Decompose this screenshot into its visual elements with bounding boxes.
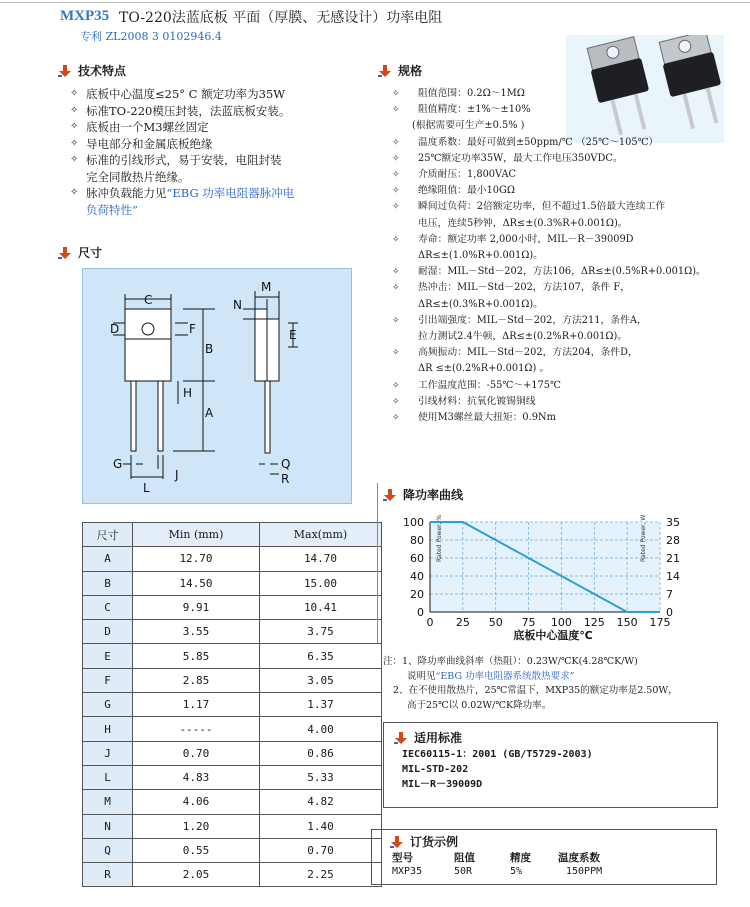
- table-row: [83, 571, 382, 595]
- dimension-code: Q: [83, 838, 133, 862]
- min-value: -----: [133, 717, 260, 741]
- thermal-link[interactable]: “EBG 功率电阻器系统散热要求”: [435, 670, 575, 682]
- min-value: 3.55: [133, 620, 260, 644]
- dimension-code: C: [83, 595, 133, 619]
- y2-tick-label: 0: [666, 606, 673, 619]
- ordering-col-header: 型号: [392, 852, 413, 864]
- column-header: Min (mm): [133, 523, 260, 547]
- dimension-code: L: [83, 765, 133, 789]
- min-value: 2.05: [133, 863, 260, 887]
- max-value: 14.70: [260, 547, 382, 571]
- dimension-drawing: [83, 269, 353, 505]
- y2-tick-label: 14: [666, 570, 680, 583]
- max-value: 3.05: [260, 668, 382, 692]
- max-value: 15.00: [260, 571, 382, 595]
- x-axis-label: 底板中心温度℃: [513, 629, 593, 642]
- dimension-code: J: [83, 741, 133, 765]
- y2-tick-label: 7: [666, 588, 673, 601]
- min-value: 5.85: [133, 644, 260, 668]
- dim-label: D: [110, 322, 120, 336]
- spec-line: ✧ 寿命：额定功率 2,000小时，MIL－R－39009D: [392, 232, 742, 248]
- features-heading: [58, 62, 126, 79]
- list-item: MIL-STD-202: [402, 764, 469, 775]
- ordering-value: 50R: [454, 866, 473, 877]
- list-item: IEC60115-1：2001 (GB/T5729-2003): [402, 749, 593, 760]
- dim-label: M: [261, 280, 272, 294]
- down-arrow-icon: [383, 489, 397, 501]
- note-line: 说明见“EBG 功率电阻器系统散热要求”: [407, 670, 575, 682]
- y-tick-label: 40: [410, 570, 424, 583]
- down-arrow-icon: [58, 247, 72, 259]
- specs-heading: [378, 62, 422, 79]
- spec-line: 拉力测试2.4牛顿，ΔR≤±(0.2%R+0.001Ω)。: [418, 331, 628, 343]
- y-tick-label: 0: [417, 606, 424, 619]
- standards-box: [383, 722, 718, 808]
- max-value: 5.33: [260, 765, 382, 789]
- spec-line: ΔR ≤±(0.2%R+0.001Ω) 。: [418, 363, 550, 375]
- dimensions-heading-text: 尺寸: [78, 246, 103, 260]
- y-tick-label: 20: [410, 588, 424, 601]
- page-title: TO-220法蓝底板 平面（厚膜、无感设计）功率电阻: [119, 10, 443, 26]
- table-row: [83, 790, 382, 814]
- x-tick-label: 0: [426, 616, 434, 629]
- down-arrow-icon: [394, 732, 408, 744]
- spec-line: ✧ 阻值精度：±1%～±10%: [392, 102, 742, 118]
- specs-list: [392, 86, 742, 426]
- y2-tick-label: 28: [666, 534, 680, 547]
- spec-line: ✧ 引出端强度：MIL－Std－202，方法211，条件A，: [392, 313, 742, 329]
- spec-line: ✧ 工作温度范围：-55℃～+175℃: [392, 378, 742, 394]
- column-header: Max(mm): [260, 523, 382, 547]
- table-row: [83, 863, 382, 887]
- ordering-values: [392, 866, 602, 877]
- note-line: 高于25℃以 0.02W/℃K降功率。: [407, 699, 552, 711]
- max-value: 1.37: [260, 693, 382, 717]
- spec-line: ✧ 介质耐压：1,800VAC: [392, 167, 742, 183]
- spec-line: ✧ 瞬间过负荷：2倍额定功率，但不超过1.5倍最大连续工作: [392, 199, 742, 215]
- x-tick-label: 25: [455, 616, 470, 629]
- spec-line: ΔR≤±(0.3%R+0.001Ω)。: [418, 298, 543, 310]
- ordering-box: [371, 829, 717, 885]
- y-tick-label: 100: [403, 516, 424, 529]
- x-tick-label: 150: [616, 616, 638, 629]
- dim-label: E: [289, 328, 297, 342]
- min-value: 0.70: [133, 741, 260, 765]
- ordering-col-header: 阻值: [454, 852, 475, 864]
- derating-chart: [383, 510, 703, 642]
- derating-heading: [383, 486, 463, 503]
- dim-label: B: [205, 342, 214, 356]
- dimension-code: N: [83, 814, 133, 838]
- y2-axis-label: Rated Power, W: [640, 514, 647, 562]
- derating-heading-text: 降功率曲线: [403, 488, 464, 502]
- dimension-code: A: [83, 547, 133, 571]
- x-tick-label: 50: [488, 616, 503, 629]
- y-tick-label: 80: [410, 534, 424, 547]
- ordering-value: MXP35: [392, 866, 423, 877]
- model-name: MXP35: [60, 8, 110, 24]
- spec-line: ✧ 热冲击：MIL－Std－202，方法107，条件 F，: [392, 280, 742, 296]
- dimension-code: R: [83, 863, 133, 887]
- dimension-code: F: [83, 668, 133, 692]
- table-row: [83, 693, 382, 717]
- min-value: 2.85: [133, 668, 260, 692]
- table-header-row: [83, 523, 382, 547]
- spec-line: 电压，连续5秒钟，ΔR≤±(0.3%R+0.001Ω)。: [418, 217, 628, 229]
- table-row: [83, 765, 382, 789]
- dim-label: N: [233, 298, 242, 312]
- note-line: 注：1、降功率曲线斜率（热阻）：0.23W/℃K(4.28℃K/W): [383, 656, 638, 667]
- min-value: 1.20: [133, 814, 260, 838]
- dim-label: L: [143, 481, 150, 495]
- dim-label: F: [189, 322, 196, 336]
- max-value: 0.70: [260, 838, 382, 862]
- down-arrow-icon: [378, 65, 392, 77]
- spec-line: ✧ 温度系数：最好可做到±50ppm/℃ （25℃～105℃）: [392, 135, 742, 151]
- list-item: ✧ 标准的引线形式，易于安装，电阻封装: [70, 152, 360, 169]
- features-list: [70, 86, 360, 218]
- list-item-cont: 负荷特性”: [86, 202, 138, 217]
- specs-heading-text: 规格: [398, 64, 423, 78]
- list-item: ✧ 底板由一个M3螺丝固定: [70, 119, 360, 136]
- ordering-heading: [390, 833, 458, 850]
- patent-number: 专利 ZL2008 3 0102946.4: [80, 30, 222, 43]
- list-item-cont: 完全同散热片绝缘。: [86, 169, 190, 184]
- min-value: 1.17: [133, 693, 260, 717]
- x-tick-label: 175: [649, 616, 671, 629]
- spec-line: ✧ 使用M3螺丝最大扭矩：0.9Nm: [392, 410, 742, 426]
- top-rule: [0, 2, 750, 3]
- spec-line: (根据需要可生产±0.5% ): [412, 120, 525, 132]
- max-value: 4.00: [260, 717, 382, 741]
- table-row: [83, 547, 382, 571]
- features-heading-text: 技术特点: [78, 64, 127, 78]
- dim-label: R: [281, 472, 290, 486]
- table-row: [83, 620, 382, 644]
- ordering-heading-text: 订货示例: [410, 835, 459, 849]
- spec-line: ΔR≤±(1.0%R+0.001Ω)。: [418, 250, 543, 262]
- down-arrow-icon: [390, 836, 404, 848]
- dimension-code: M: [83, 790, 133, 814]
- column-header: 尺寸: [83, 523, 133, 547]
- list-item: ✧ 导电部分和金属底板绝缘: [70, 136, 360, 153]
- spec-line: ✧ 高频振动：MIL－Std－202，方法204，条件D，: [392, 345, 742, 361]
- x-tick-label: 75: [521, 616, 536, 629]
- dimension-code: E: [83, 644, 133, 668]
- dim-label: J: [175, 468, 179, 482]
- table-row: [83, 595, 382, 619]
- list-item: ✧ 底板中心温度≤25° C 额定功率为35W: [70, 86, 360, 103]
- max-value: 10.41: [260, 595, 382, 619]
- max-value: 3.75: [260, 620, 382, 644]
- standards-heading-text: 适用标准: [414, 731, 463, 745]
- max-value: 1.40: [260, 814, 382, 838]
- ordering-col-header: 精度: [510, 852, 531, 864]
- spec-line: ✧ 25℃额定功率35W，最大工作电压350VDC。: [392, 151, 742, 167]
- spec-line: ✧ 阻值范围：0.2Ω～1MΩ: [392, 86, 742, 102]
- ordering-headers: [392, 850, 600, 865]
- list-item: ✧ 标准TO-220模压封装，法蓝底板安装。: [70, 103, 360, 120]
- min-value: 0.55: [133, 838, 260, 862]
- table-row: [83, 668, 382, 692]
- table-row: [83, 741, 382, 765]
- dim-label: A: [205, 406, 214, 420]
- table-row: [83, 644, 382, 668]
- max-value: 6.35: [260, 644, 382, 668]
- dimension-code: B: [83, 571, 133, 595]
- y-axis-label: Rated Power, %: [436, 514, 443, 562]
- dimension-diagram: [82, 268, 352, 504]
- table-row: [83, 814, 382, 838]
- max-value: 2.25: [260, 863, 382, 887]
- y2-tick-label: 21: [666, 552, 680, 565]
- down-arrow-icon: [58, 65, 72, 77]
- spec-line: ✧ 耐湿：MIL－Std－202，方法106，ΔR≤±(0.5%R+0.001Ω)。: [392, 264, 742, 280]
- standards-heading: [394, 729, 462, 746]
- x-tick-label: 100: [550, 616, 572, 629]
- list-item: MIL－R－39009D: [402, 779, 483, 790]
- min-value: 12.70: [133, 547, 260, 571]
- list-item: ✧ 脉冲负载能力见“EBG 功率电阻器脉冲电: [70, 185, 360, 202]
- dim-label: H: [183, 386, 193, 400]
- table-row: [83, 717, 382, 741]
- dim-label: Q: [281, 457, 291, 471]
- y-tick-label: 60: [410, 552, 424, 565]
- min-value: 14.50: [133, 571, 260, 595]
- ordering-value: 5%: [510, 866, 523, 877]
- max-value: 4.82: [260, 790, 382, 814]
- min-value: 4.83: [133, 765, 260, 789]
- min-value: 4.06: [133, 790, 260, 814]
- dimension-code: H: [83, 717, 133, 741]
- min-value: 9.91: [133, 595, 260, 619]
- x-tick-label: 125: [583, 616, 605, 629]
- max-value: 0.86: [260, 741, 382, 765]
- pulse-link[interactable]: “EBG 功率电阻器脉冲电: [166, 186, 295, 200]
- dim-label: C: [144, 293, 153, 307]
- note-line: 2、在不使用散热片，25℃常温下，MXP35的额定功率是2.50W，: [393, 685, 678, 696]
- dimension-code: G: [83, 693, 133, 717]
- dim-label: G: [113, 457, 123, 471]
- spec-line: ✧ 绝缘阻值：最小10GΩ: [392, 183, 742, 199]
- derating-notes: [383, 655, 743, 713]
- dimension-code: D: [83, 620, 133, 644]
- table-row: [83, 838, 382, 862]
- dimensions-table-body: [83, 547, 382, 887]
- ordering-col-header: 温度系数: [558, 852, 600, 864]
- ordering-value: 150PPM: [566, 866, 603, 877]
- dimensions-heading: [58, 244, 102, 261]
- spec-line: ✧ 引线材料：抗氧化镀锡铜线: [392, 394, 742, 410]
- standards-list: [402, 747, 593, 792]
- y2-tick-label: 35: [666, 516, 680, 529]
- dimensions-table: [82, 522, 382, 887]
